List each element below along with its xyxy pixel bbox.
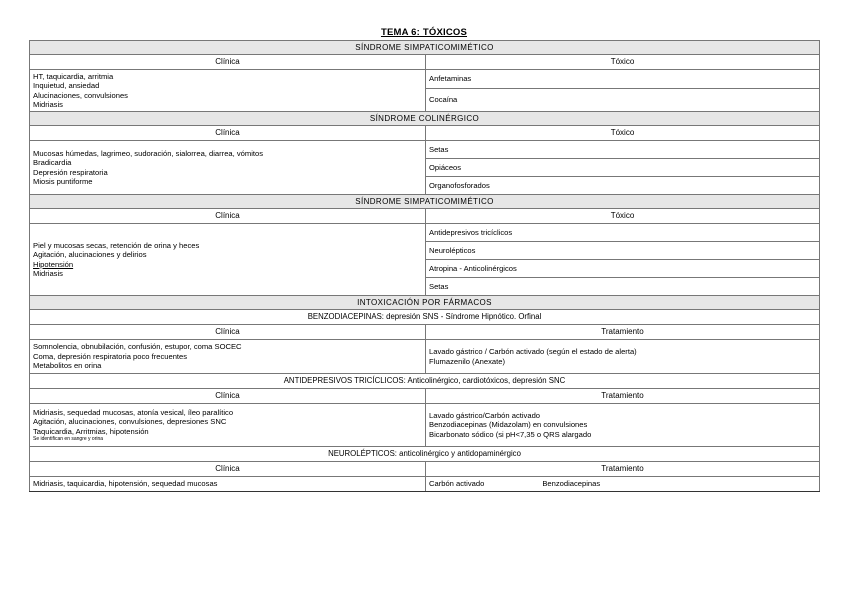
toxicos-table — [29, 40, 820, 492]
clinica-line-underlined: Hipotensión — [33, 259, 74, 269]
tratamiento-line: Benzodiacepinas (Midazolam) en convulsiones — [429, 420, 588, 430]
clinica-line: Bradicardia — [33, 158, 72, 168]
column-header-clinica: Clínica — [30, 462, 426, 477]
clinica-line: Agitación, alucinaciones, convulsiones, depresiones SNC — [33, 417, 227, 427]
column-header-clinica: Clínica — [30, 209, 426, 224]
tratamiento-item: Benzodiacepinas — [542, 479, 601, 489]
column-header-tratamiento: Tratamiento — [426, 389, 820, 404]
tratamiento-cell — [426, 477, 820, 492]
column-header-clinica: Clínica — [30, 55, 426, 70]
column-header-clinica: Clínica — [30, 389, 426, 404]
toxico-cell: Atropina - Anticolinérgicos — [426, 260, 820, 278]
tratamiento-line: Flumazenilo (Anexate) — [429, 356, 505, 366]
section-heading-colinergico: SÍNDROME COLINÉRGICO — [30, 112, 820, 126]
tratamiento-line: Lavado gástrico/Carbón activado — [429, 410, 541, 420]
clinica-line: Taquicardia, Arritmias, hipotensión — [33, 426, 149, 436]
clinica-line: Coma, depresión respiratoria poco frecuentes — [33, 351, 188, 361]
column-header-toxico: Tóxico — [426, 55, 820, 70]
clinica-cell — [30, 224, 426, 296]
clinica-line: Inquietud, ansiedad — [33, 81, 100, 91]
tratamiento-item: Carbón activado — [429, 479, 485, 489]
subsection-heading-antidepresivos: ANTIDEPRESIVOS TRICÍCLICOS: Anticolinérgico, cardiotóxicos, depresión SNC — [30, 374, 820, 389]
tratamiento-line: Bicarbonato sódico (si pH<7,35 o QRS alargado — [429, 429, 592, 439]
clinica-line: Mucosas húmedas, lagrimeo, sudoración, sialorrea, diarrea, vómitos — [33, 148, 264, 158]
clinica-line: Depresión respiratoria — [33, 167, 108, 177]
column-header-tratamiento: Tratamiento — [426, 325, 820, 340]
clinica-cell: Midriasis, taquicardia, hipotensión, sequedad mucosas — [30, 477, 426, 492]
clinica-line: HT, taquicardia, arritmia — [33, 71, 114, 81]
clinica-cell — [30, 70, 426, 112]
clinica-line: Agitación, alucinaciones y delirios — [33, 250, 147, 260]
clinica-note: Se identifican en sangre y orina — [33, 436, 104, 443]
tratamiento-cell — [426, 404, 820, 447]
clinica-line: Alucinaciones, convulsiones — [33, 90, 128, 100]
toxico-cell: Organofosforados — [426, 177, 820, 195]
column-header-clinica: Clínica — [30, 325, 426, 340]
toxico-cell: Anfetaminas — [426, 70, 820, 89]
clinica-line: Midriasis — [33, 99, 63, 109]
section-heading-simpaticomimetico-2: SÍNDROME SIMPATICOMIMÉTICO — [30, 195, 820, 209]
clinica-cell — [30, 340, 426, 374]
column-header-clinica: Clínica — [30, 126, 426, 141]
section-heading-simpaticomimetico: SÍNDROME SIMPATICOMIMÉTICO — [30, 41, 820, 55]
clinica-line: Somnolencia, obnubilación, confusión, estupor, coma SOCEC — [33, 342, 242, 352]
toxico-cell: Setas — [426, 141, 820, 159]
section-heading-farmacos: INTOXICACIÓN POR FÁRMACOS — [30, 296, 820, 310]
subsection-heading-benzodiacepinas: BENZODIACEPINAS: depresión SNS - Síndrome Hipnótico. Orfinal — [30, 310, 820, 325]
toxico-cell: Neurolépticos — [426, 242, 820, 260]
clinica-line: Midriasis, sequedad mucosas, atonía vesical, íleo paralítico — [33, 407, 234, 417]
toxico-cell: Setas — [426, 278, 820, 296]
clinica-line: Piel y mucosas secas, retención de orina y heces — [33, 240, 200, 250]
column-header-toxico: Tóxico — [426, 209, 820, 224]
tratamiento-cell — [426, 340, 820, 374]
toxico-cell: Cocaína — [426, 89, 820, 112]
subsection-heading-neurolepticos: NEUROLÉPTICOS: anticolinérgico y antidopaminérgico — [30, 447, 820, 462]
toxico-cell: Opiáceos — [426, 159, 820, 177]
column-header-toxico: Tóxico — [426, 126, 820, 141]
page-title: TEMA 6: TÓXICOS — [380, 27, 468, 38]
toxico-cell: Antidepresivos tricíclicos — [426, 224, 820, 242]
tratamiento-line: Lavado gástrico / Carbón activado (según el estado de alerta) — [429, 347, 637, 357]
clinica-cell — [30, 404, 426, 447]
clinica-cell — [30, 141, 426, 195]
clinica-line: Miosis puntiforme — [33, 176, 93, 186]
column-header-tratamiento: Tratamiento — [426, 462, 820, 477]
clinica-line: Metabolitos en orina — [33, 361, 102, 371]
clinica-line: Midriasis — [33, 268, 63, 278]
